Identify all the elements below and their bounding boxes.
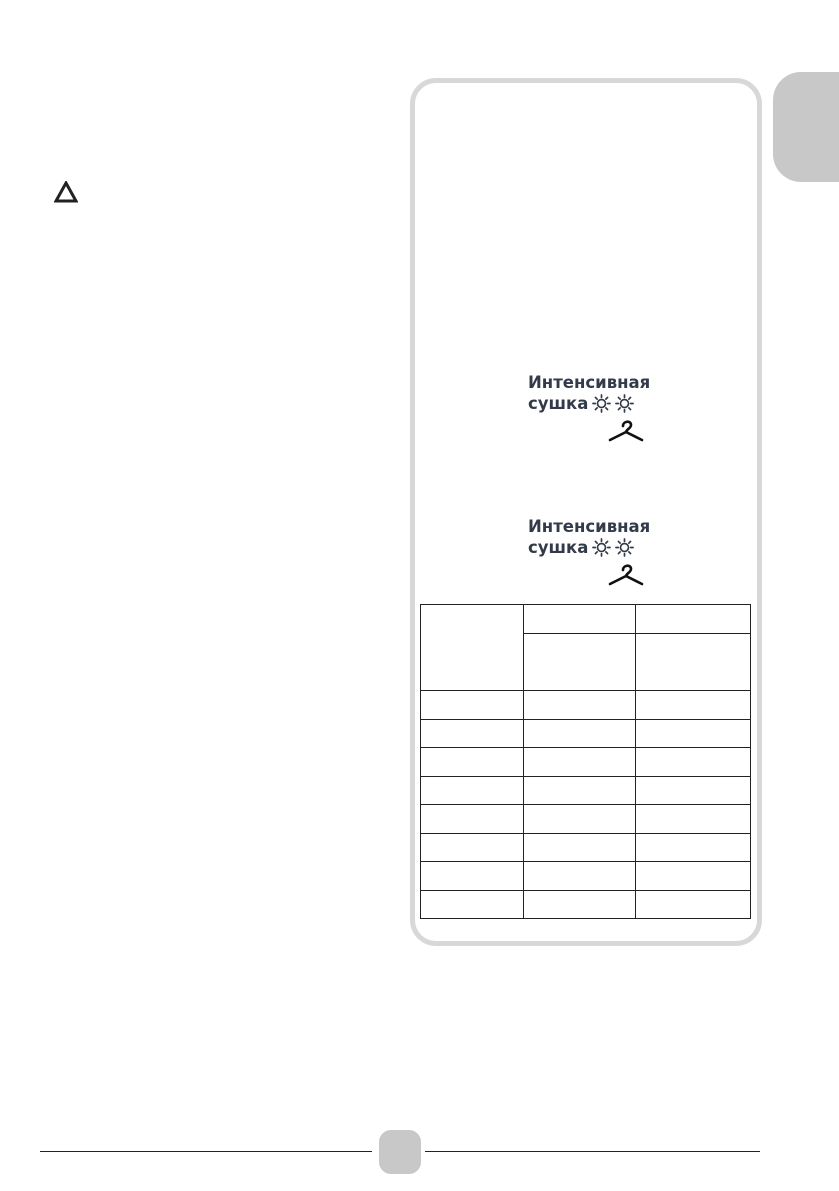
table-cell (524, 862, 636, 891)
table-cell (524, 776, 636, 805)
warning-triangle-icon (54, 181, 78, 203)
program-label-intensive-dry-1 (528, 372, 651, 414)
hanger-icon (608, 562, 644, 586)
table-row (421, 862, 751, 891)
table-cell (636, 805, 751, 834)
section-tab-marker (773, 72, 839, 182)
table-header-cell (636, 634, 751, 691)
table-cell (524, 890, 636, 919)
table-cell (421, 890, 524, 919)
table-header-cell (636, 605, 751, 634)
table-cell (524, 691, 636, 720)
table-cell (421, 776, 524, 805)
table-cell (636, 748, 751, 777)
table-row (421, 691, 751, 720)
program-name-line1: Интенсивная (528, 373, 651, 392)
table-cell (421, 833, 524, 862)
table-cell (524, 833, 636, 862)
table-row (421, 776, 751, 805)
table-cell (636, 719, 751, 748)
table-cell (636, 776, 751, 805)
table-cell (421, 748, 524, 777)
sun-icon (615, 538, 634, 557)
footer-rule-left (40, 1151, 372, 1152)
sun-icon (592, 538, 611, 557)
table-cell (636, 833, 751, 862)
page-number-badge (379, 1130, 421, 1174)
program-name-line1: Интенсивная (528, 517, 651, 536)
program-name-line2-row (528, 537, 648, 558)
table-header-cell (524, 605, 636, 634)
program-label-intensive-dry-2 (528, 516, 651, 558)
table-cell (421, 862, 524, 891)
table-row (421, 748, 751, 777)
table-header-cell (421, 605, 524, 691)
table-cell (524, 748, 636, 777)
table-cell (524, 719, 636, 748)
table-cell (421, 719, 524, 748)
table-row (421, 833, 751, 862)
table-cell (636, 890, 751, 919)
table-header-cell (524, 634, 636, 691)
table-row (421, 890, 751, 919)
table-row (421, 719, 751, 748)
table-cell (636, 862, 751, 891)
hanger-icon (608, 418, 644, 442)
footer-rule-right (425, 1151, 760, 1152)
table-cell (524, 805, 636, 834)
drying-time-table (420, 604, 751, 919)
program-name-line2: сушка (528, 538, 589, 557)
sun-icon (592, 394, 611, 413)
table-row (421, 805, 751, 834)
sun-icon (615, 394, 634, 413)
program-name-line2: сушка (528, 394, 589, 413)
table-cell (636, 691, 751, 720)
table-cell (421, 691, 524, 720)
table-cell (421, 805, 524, 834)
table-header-row (421, 605, 751, 634)
program-name-line2-row (528, 393, 648, 414)
